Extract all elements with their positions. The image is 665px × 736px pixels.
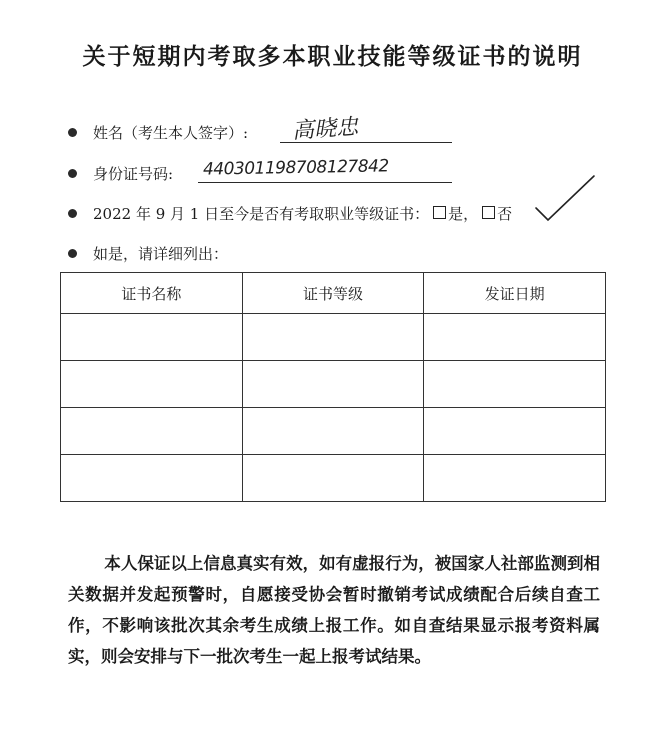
yes-option-label: 是， — [448, 205, 479, 223]
no-checkbox[interactable] — [482, 206, 495, 219]
statement-text: 本人保证以上信息真实有效，如有虚报行为，被国家人社部监测到相关数据并发起预警时，自愿接受协会暂时撤销考试成绩配合后续自查工作，不影响该批次其余考生成绩上报工作。如自查结果显示报考资料属实，则会安排与下一批次考生一起上报考试结果。 — [68, 554, 600, 666]
table-cell[interactable] — [424, 361, 606, 408]
table-row — [61, 361, 606, 408]
question-label: 2022 年 9 月 1 日至今是否有考取职业等级证书： — [93, 205, 430, 223]
bullet-icon — [68, 169, 77, 178]
name-label: 姓名（考生本人签字）: — [93, 124, 249, 142]
column-header: 证书名称 — [61, 273, 243, 314]
column-header: 证书等级 — [242, 273, 424, 314]
no-option-label: 否 — [497, 205, 513, 223]
table-row — [61, 455, 606, 502]
checkmark-icon — [530, 170, 600, 225]
table-cell[interactable] — [242, 408, 424, 455]
bullet-icon — [68, 249, 77, 258]
name-row — [68, 122, 248, 143]
table-cell[interactable] — [61, 408, 243, 455]
table-cell[interactable] — [61, 314, 243, 361]
handwritten-id-number: 440301198708127842 — [202, 156, 389, 180]
table-row — [61, 408, 606, 455]
table-header-row — [61, 273, 606, 314]
table-cell[interactable] — [61, 361, 243, 408]
column-header: 发证日期 — [424, 273, 606, 314]
details-row — [68, 243, 228, 264]
bullet-icon — [68, 128, 77, 137]
id-label: 身份证号码: — [93, 165, 174, 183]
id-row — [68, 163, 173, 184]
table-cell[interactable] — [242, 455, 424, 502]
table-row — [61, 314, 606, 361]
table-cell[interactable] — [242, 361, 424, 408]
table-cell[interactable] — [61, 455, 243, 502]
bullet-icon — [68, 209, 77, 218]
table-cell[interactable] — [424, 455, 606, 502]
table-cell[interactable] — [424, 314, 606, 361]
certificate-table — [60, 272, 606, 502]
statement-paragraph — [68, 548, 600, 672]
details-label: 如是，请详细列出： — [93, 245, 229, 263]
question-row — [68, 203, 512, 224]
table-cell[interactable] — [242, 314, 424, 361]
yes-checkbox[interactable] — [433, 206, 446, 219]
id-underline — [198, 182, 452, 183]
table-cell[interactable] — [424, 408, 606, 455]
handwritten-signature: 高晓忠 — [291, 114, 359, 145]
document-title: 关于短期内考取多本职业技能等级证书的说明 — [82, 43, 583, 70]
